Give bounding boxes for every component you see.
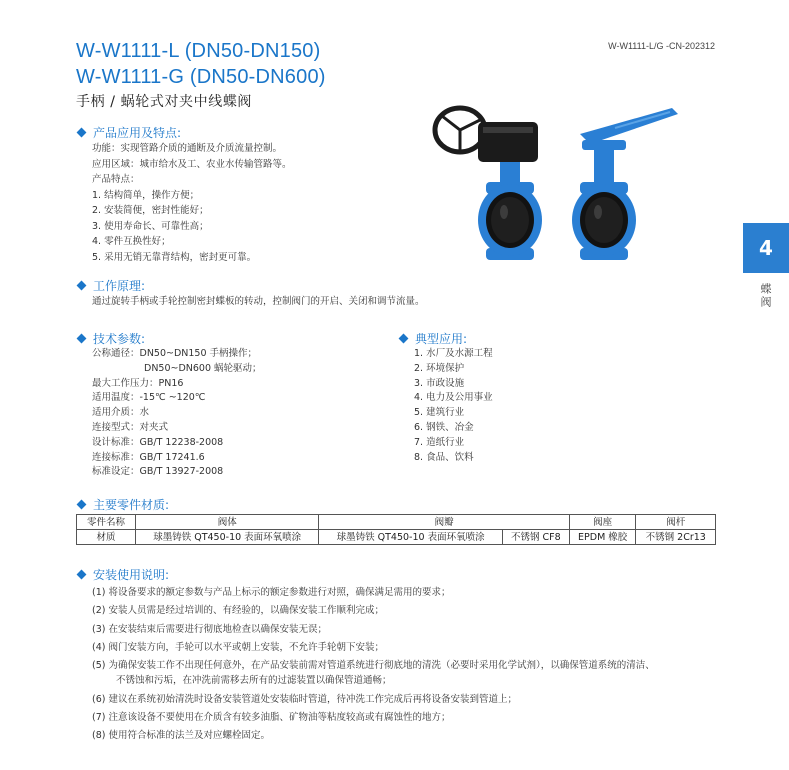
list-item: 设计标准：GB/T 12238-2008 <box>92 436 224 448</box>
table-cell: 不锈钢 CF8 <box>502 530 569 545</box>
diamond-bullet-icon <box>77 334 87 344</box>
features-heading <box>76 124 181 141</box>
handle-valve-image <box>572 108 678 260</box>
list-item: 2. 安装简便，密封性能好； <box>92 205 209 216</box>
principle-heading <box>76 277 145 294</box>
table-row <box>77 530 716 545</box>
install-heading-text: 安装使用说明: <box>93 568 170 582</box>
diamond-bullet-icon <box>77 500 87 510</box>
table-cell: 不锈钢 2Cr13 <box>636 530 716 545</box>
list-item: 2. 环境保护 <box>414 362 465 374</box>
install-heading <box>76 566 169 583</box>
list-item: 最大工作压力：PN16 <box>92 377 184 389</box>
model-title-handle: W-W1111-L (DN50-DN150) <box>76 40 321 62</box>
list-item: (4) 阀门安装方向，手轮可以水平或朝上安装，不允许手轮朝下安装； <box>92 641 384 653</box>
diamond-bullet-icon <box>77 128 87 138</box>
table-cell: 阀瓣 <box>319 515 569 530</box>
list-item: 标准设定：GB/T 13927-2008 <box>92 466 224 478</box>
features-heading-text: 产品应用及特点: <box>93 126 182 140</box>
list-item: DN50~DN600 蜗轮驱动； <box>144 362 262 374</box>
list-item: (6) 建议在系统初始清洗时设备安装管道处安装临时管道，待冲洗工作完成后再将设备安装到管道上； <box>92 693 517 705</box>
principle-paragraph: 通过旋转手柄或手轮控制密封蝶板的转动，控制阀门的开启、关闭和调节流量。 <box>92 296 425 307</box>
table-cell: 阀体 <box>136 515 319 530</box>
list-item: (3) 在安装结束后需要进行彻底地检查以确保安装无误； <box>92 623 327 635</box>
list-item: 应用区域：城市给水及工、农业水传输管路等。 <box>92 158 292 170</box>
principle-text <box>92 294 425 310</box>
table-cell: 球墨铸铁 QT450-10 表面环氧喷涂 <box>136 530 319 545</box>
list-item: 功能：实现管路介质的通断及介质流量控制。 <box>92 143 283 154</box>
list-item: 不锈蚀和污垢，在冲洗前需移去所有的过滤装置以确保管道通畅； <box>116 675 392 687</box>
list-item: 连接型式：对夹式 <box>92 421 169 433</box>
product-subtitle: 手柄 / 蜗轮式对夹中线蝶阀 <box>76 94 253 110</box>
chapter-number-badge: 4 <box>743 223 789 273</box>
diamond-bullet-icon <box>77 281 87 291</box>
features-list <box>92 141 292 265</box>
model-title-gear: W-W1111-G (DN50-DN600) <box>76 66 326 88</box>
materials-table <box>76 514 716 545</box>
materials-heading-text: 主要零件材质: <box>93 498 170 512</box>
list-item: 6. 钢铁、冶金 <box>414 421 474 433</box>
materials-heading <box>76 496 169 513</box>
document-code: W-W1111-L/G -CN-202312 <box>608 41 715 51</box>
list-item: 3. 使用寿命长、可靠性高； <box>92 220 209 232</box>
list-item: 7. 造纸行业 <box>414 436 465 448</box>
list-item: 8. 食品、饮料 <box>414 451 474 463</box>
list-item: (1) 将设备要求的额定参数与产品上标示的额定参数进行对照，确保满足需用的要求； <box>92 587 451 598</box>
list-item: 5. 建筑行业 <box>414 407 465 419</box>
list-item: 5. 采用无销无靠背结构，密封更可靠。 <box>92 251 257 263</box>
list-item: (7) 注意该设备不要使用在介质含有较多油脂、矿物油等粘度较高或有腐蚀性的地方； <box>92 712 451 724</box>
tech-list <box>92 347 262 480</box>
list-item: 4. 零件互换性好； <box>92 236 171 247</box>
table-cell: 零件名称 <box>77 515 136 530</box>
diamond-bullet-icon <box>399 334 409 344</box>
list-item: 适用温度：-15℃ ~120℃ <box>92 392 206 404</box>
table-cell: EPDM 橡胶 <box>569 530 636 545</box>
list-item: (5) 为确保安装工作不出现任何意外，在产品安装前需对管道系统进行彻底地的清洗（必要时采用化学试剂），以确保管道系统的清洁、 <box>92 660 655 672</box>
install-list <box>92 584 655 746</box>
applications-heading <box>398 330 467 347</box>
table-cell: 球墨铸铁 QT450-10 表面环氧喷涂 <box>319 530 502 545</box>
list-item: 1. 结构简单，操作方便； <box>92 189 200 201</box>
table-cell: 材质 <box>77 530 136 545</box>
table-header-row <box>77 515 716 530</box>
valve-product-photo <box>420 100 700 270</box>
principle-heading-text: 工作原理: <box>93 279 146 293</box>
list-item: 产品特点： <box>92 174 140 185</box>
list-item: 3. 市政设施 <box>414 377 465 389</box>
list-item: (2) 安装人员需是经过培训的、有经验的，以确保安装工作顺利完成； <box>92 605 384 617</box>
tech-heading-text: 技术参数: <box>93 332 146 346</box>
chapter-label: 蝶阀 <box>759 283 772 309</box>
applications-heading-text: 典型应用: <box>415 332 468 346</box>
list-item: 4. 电力及公用事业 <box>414 392 493 404</box>
tech-heading <box>76 330 145 347</box>
list-item: 连接标准：GB/T 17241.6 <box>92 451 205 463</box>
applications-list <box>414 347 493 465</box>
list-item: 1. 水厂及水源工程 <box>414 348 493 359</box>
diamond-bullet-icon <box>77 570 87 580</box>
table-cell: 阀杆 <box>636 515 716 530</box>
gear-valve-image <box>435 108 542 260</box>
table-cell: 阀座 <box>569 515 636 530</box>
list-item: 公称通径：DN50~DN150 手柄操作； <box>92 348 258 359</box>
list-item: 适用介质：水 <box>92 407 150 419</box>
list-item: (8) 使用符合标准的法兰及对应螺栓固定。 <box>92 730 270 742</box>
